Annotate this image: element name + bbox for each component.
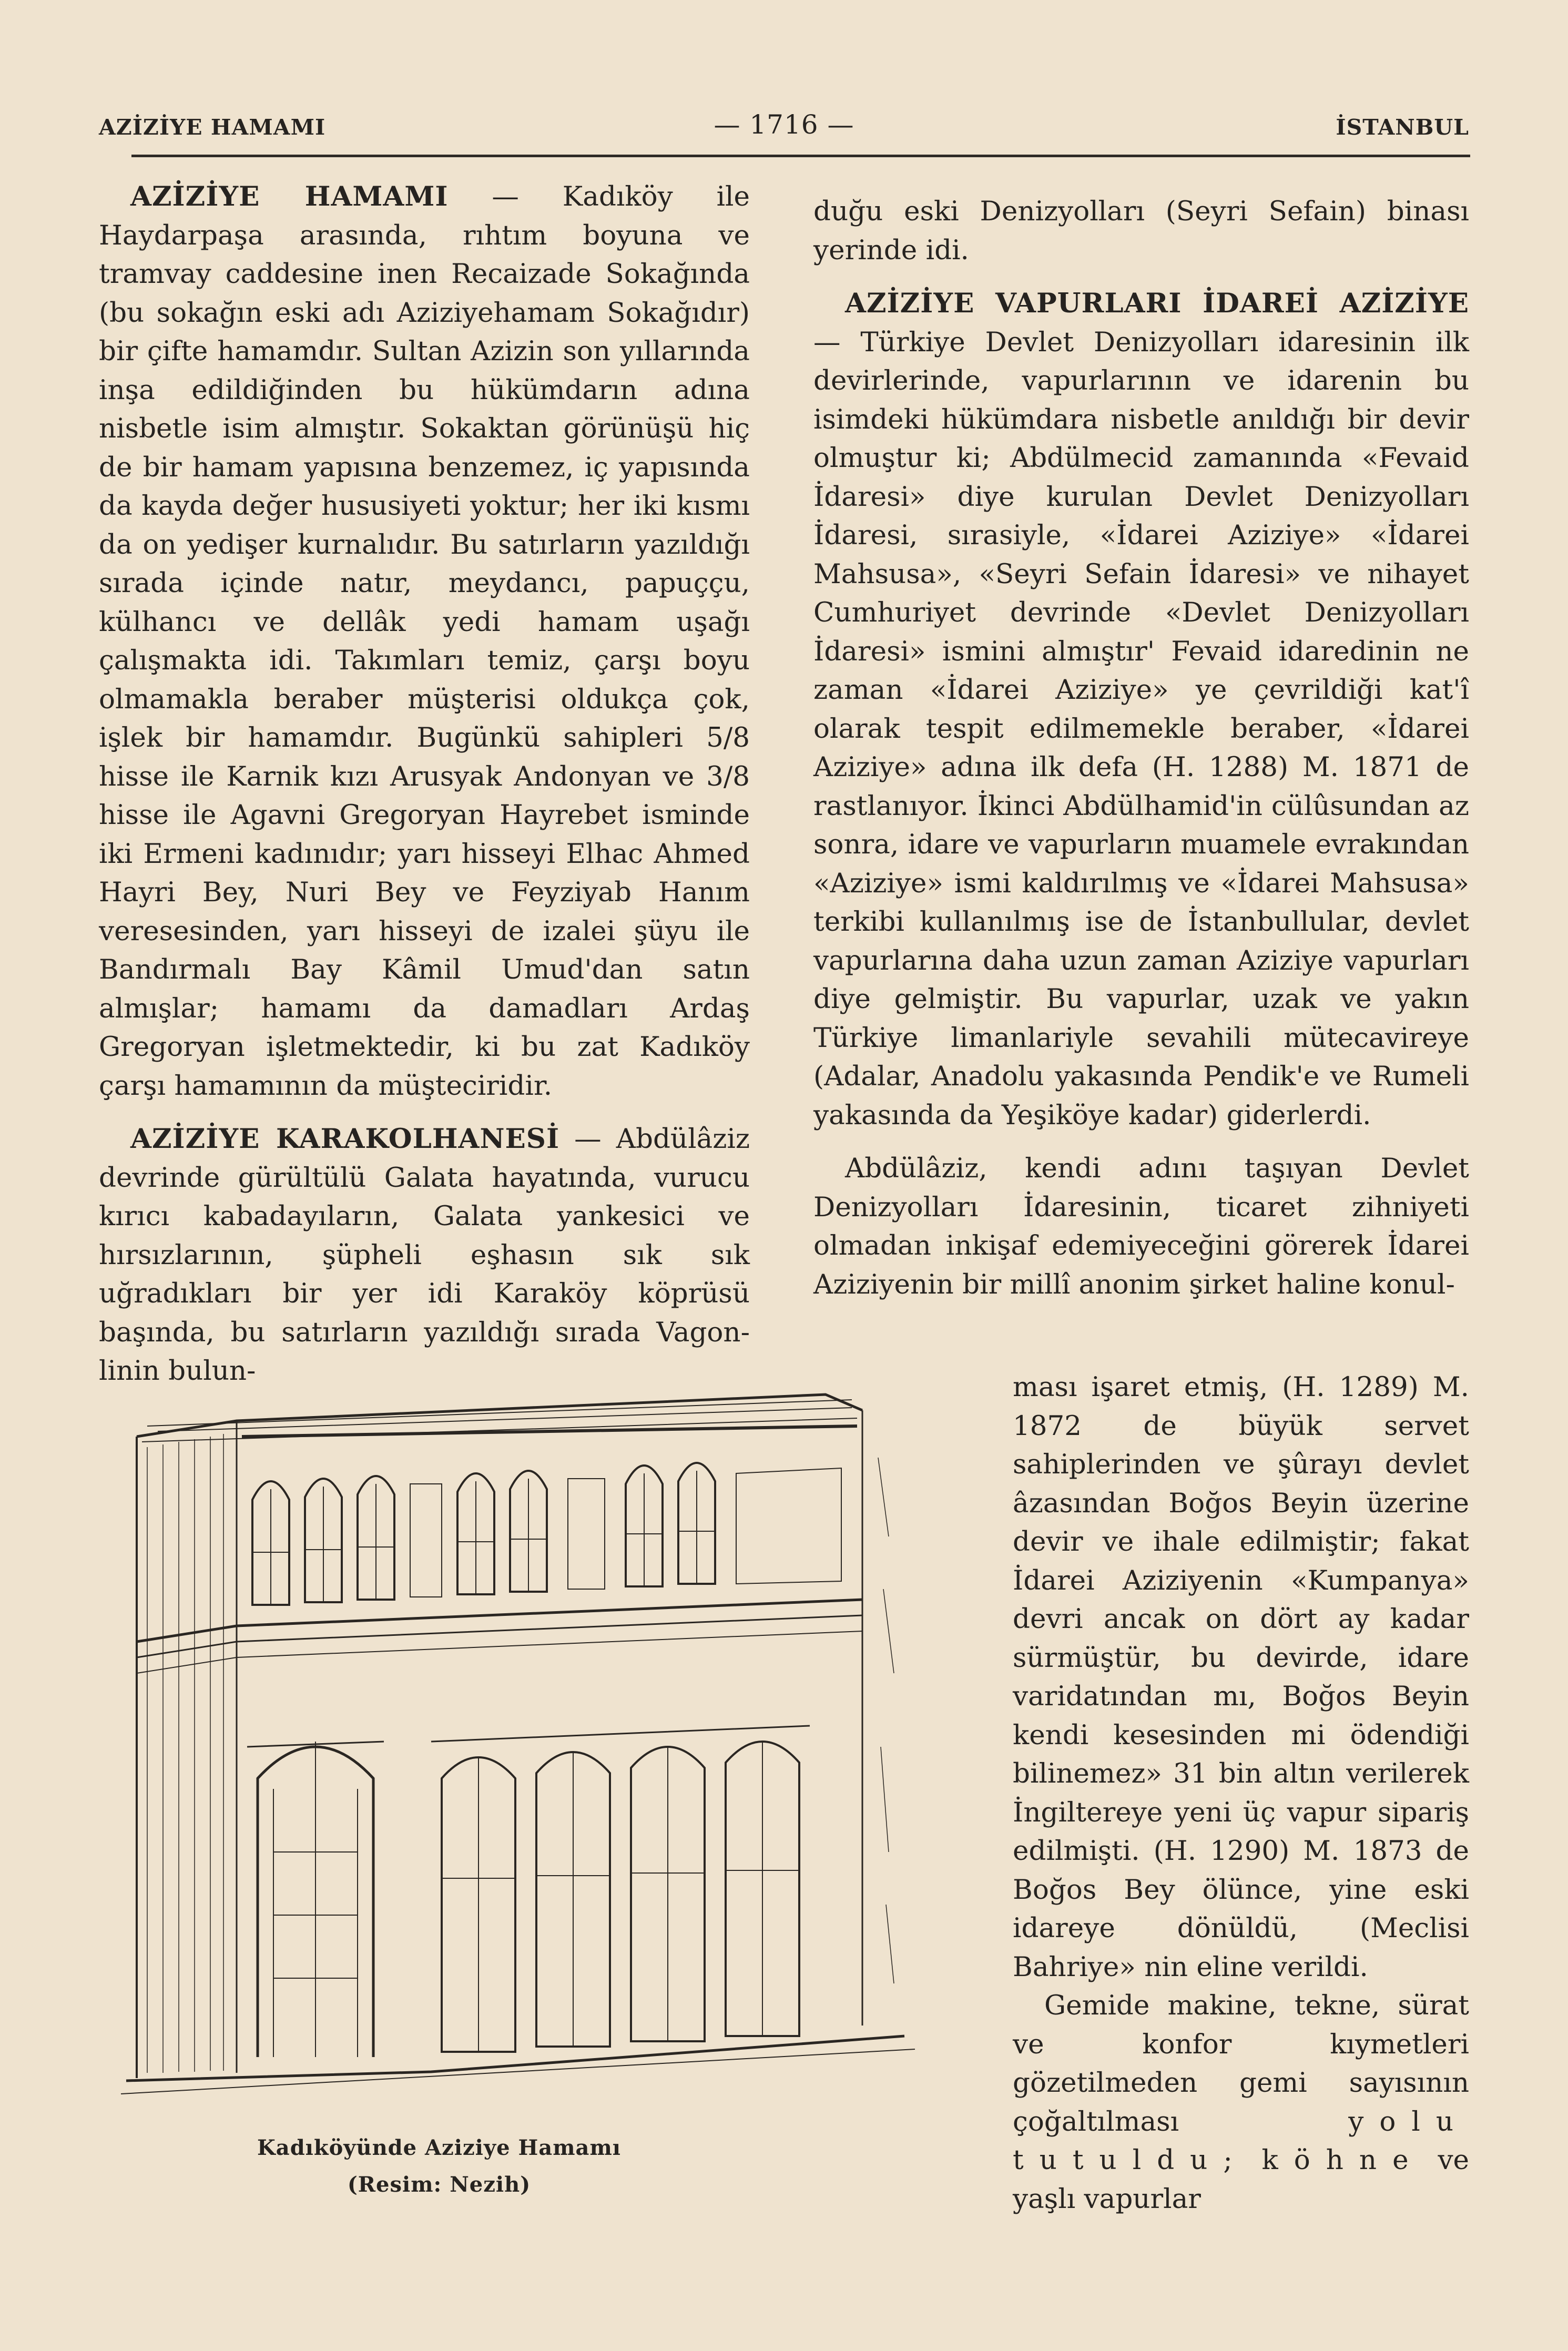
spaced-text: yolu tutuldu; <box>1013 2105 1469 2176</box>
right-column-narrow <box>1013 1368 1469 2218</box>
header-section-title: AZİZİYE HAMAMI <box>99 115 326 140</box>
entry-heading: AZİZİYE VAPURLARI İDAREİ AZİZİYE <box>845 288 1469 319</box>
entry-heading: AZİZİYE HAMAMI <box>130 181 449 212</box>
entry-aziziye-vapurlari <box>813 284 1469 1135</box>
spaced-text: köhne <box>1261 2144 1424 2176</box>
entry-body: — Kadıköy ile Haydarpaşa arasında, rıhtım boyuna ve tramvay caddesine inen Recaizade Sokağında (bu sokağın eski adı Aziziyehamam Sokağıdır) bir çifte hamamdır. Sultan Azizin son yıllarında inşa edildiğinden bu hükümdarın adına nisbetle isim almıştır. Sokaktan görünüşü hiç de bir hamam yapısına benzemez, iç yapısında da kayda değer hususiyeti yoktur; her iki kısmı da on yedişer kurnalıdır. Bu satırların yazıldığı sırada içinde natır, meydancı, papuççu, külhancı ve dellâk yedi hamam uşağı çalışmakta idi. Takımları temiz, çarşı boyu olmamakla beraber müşterisi oldukça çok, işlek bir hamamdır. Bugünkü sahipleri 5/8 hisse ile Karnik kızı Arusyak Andonyan ve 3/8 hisse ile Agavni Gregoryan Hayrebet isminde iki Ermeni kadınıdır; yarı hisseyi Elhac Ahmed Hayri Bey, Nuri Bey ve Feyziyab Hanım veresesinden, yarı hisseyi de izalei şüyu ile Bandırmalı Bay Kâmil Umud'dan satın almışlar; hamamı da damadları Ardaş Gregoryan işletmektedir, ki bu zat Kadıköy çarşı hamamının da müşteciridir. <box>99 181 750 1102</box>
paragraph-abdulaziz-continued: ması işaret etmiş, (H. 1289) M. 1872 de büyük servet sahiplerinden ve şûrayı devlet âzasından Boğos Beyin üzerine devir ve ihale edilmiştir; fakat İdarei Aziziyenin «Kumpanya» devri ancak on dört ay kadar sürmüştür, bu devirde, idare varidatından mı, Boğos Beyin kendi kesesinden mi ödendiği bilinemez» 31 bin altın verilerek İngiltereye yeni üç vapur sipariş edilmişti. (H. 1290) M. 1873 de Boğos Bey ölünce, yine eski idareye dönüldü, (Meclisi Bahriye» nin eline verildi. <box>1013 1371 1469 1983</box>
paragraph-gemide-text: Gemide makine, tekne, sürat ve konfor kıymetleri gözetilmeden gemi sayısının çoğaltılması <box>1013 1990 1469 2138</box>
continued-paragraph: duğu eski Denizyolları (Seyri Sefain) binası yerinde idi. <box>813 196 1469 266</box>
right-column <box>813 192 1469 1304</box>
caption-title: Kadıköyünde Aziziye Hamamı <box>257 2135 621 2160</box>
figure-caption <box>116 2130 762 2203</box>
paragraph-gemide <box>1013 1987 1469 2218</box>
caption-credit: (Resim: Nezih) <box>347 2172 531 2197</box>
entry-aziziye-karakolhanesi <box>99 1120 750 1391</box>
entry-body: — Türkiye Devlet Denizyolları idaresinin ilk devirlerinde, vapurlarının ve idarenin bu isimdeki hükümdara nisbetle anıldığı bir devir olmuştur ki; Abdülmecid zamanında «Fevaid İdaresi» diye kurulan Devlet Denizyolları İdaresi, sırasiyle, «İdarei Aziziye» «İdarei Mahsusa», «Seyri Sefain İdaresi» ve nihayet Cumhuriyet devrinde «Devlet Denizyolları İdaresi» ismini almıştır' Fevaid idaredinin ne zaman «İdarei Aziziye» ye çevrildiği kat'î olarak tespit edilmemekle beraber, «İdarei Aziziye» adına ilk defa (H. 1288) M. 1871 de rastlanıyor. İkinci Abdülhamid'in cülûsundan az sonra, idare ve vapurların muamele evrakından «Aziziye» ismi kaldırılmış ve «İdarei Mahsusa» terkibi kullanılmış ise de İstanbullular, devlet vapurlarına daha uzun zaman Aziziye vapurları diye gelmiştir. Bu vapurlar, uzak ve yakın Türkiye limanlariyle sevahili mütecavireye (Adalar, Anadolu yakasında Pendik'e ve Rumeli yakasında da Yeşiköye kadar) giderlerdi. <box>813 326 1469 1131</box>
left-column <box>99 178 750 1391</box>
page-number: — 1716 — <box>714 109 854 140</box>
paragraph-abdulaziz: Abdülâziz, kendi adını taşıyan Devlet Denizyolları İdaresinin, ticaret zihniyeti olmadan inkişaf edemiyeceğini görerek İdarei Aziziyenin bir millî anonim şirket haline konul- <box>813 1153 1469 1300</box>
running-header <box>99 105 1469 152</box>
header-rule <box>131 155 1470 157</box>
hamam-illustration <box>116 1379 999 2110</box>
entry-heading: AZİZİYE KARAKOLHANESİ <box>130 1123 560 1155</box>
entry-aziziye-hamami <box>99 178 750 1105</box>
paragraph-gemide-tail: ve yaşlı vapurlar <box>1013 2144 1470 2215</box>
header-city: İSTANBUL <box>1336 115 1469 140</box>
entry-body: — Abdülâziz devrinde gürültülü Galata hayatında, vurucu kırıcı kabadayıların, Galata yankesici ve hırsızlarının, şüpheli eşhasın sık sık uğradıkları bir yer idi Karaköy köprüsü başında, bu satırların yazıldığı sırada Vagon-linin bulun- <box>99 1123 750 1387</box>
